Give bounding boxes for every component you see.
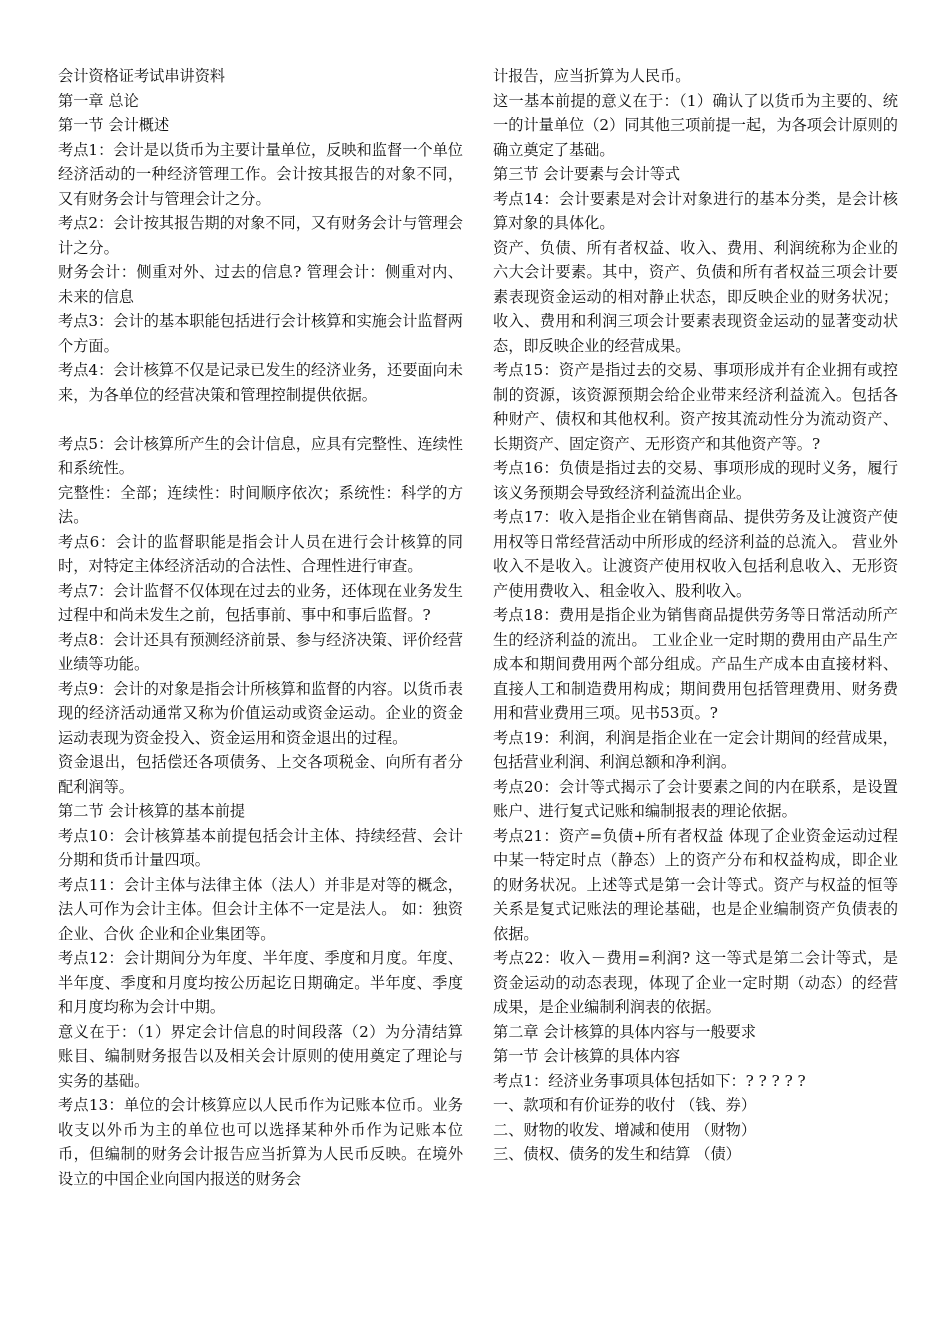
- paragraph: 考点8：会计还具有预测经济前景、参与经济决策、评价经营业绩等功能。: [58, 630, 463, 673]
- paragraph: 意义在于：（1）界定会计信息的时间段落（2）为分清结算账目、编制财务报告以及相关会计原则的使用奠定了理论与实务的基础。: [58, 1022, 463, 1090]
- paragraph: 考点12：会计期间分为年度、半年度、季度和月度。年度、半年度、季度和月度均按公历起讫日期确定。半年度、季度和月度均称为会计中期。: [58, 949, 463, 1016]
- paragraph: 资金退出，包括偿还各项债务、上交各项税金、向所有者分配利润等。: [58, 753, 463, 796]
- list-item: 一、款项和有价证券的收付 （钱、券）: [493, 1096, 757, 1114]
- doc-title: 会计资格证考试串讲资料: [58, 67, 226, 85]
- list-item: 二、财物的收发、增减和使用 （财物）: [493, 1120, 757, 1139]
- paragraph: 这一基本前提的意义在于：（1）确认了以货币为主要的、统一的计量单位（2）同其他三项前提一起，为各项会计原则的确立奠定了基础。: [493, 91, 898, 159]
- right-column: [493, 64, 898, 1167]
- section-heading: 第二节 会计核算的基本前提: [58, 802, 246, 820]
- paragraph: 资产、负债、所有者权益、收入、费用、利润统称为企业的六大会计要素。其中，资产、负债和所有者权益三项会计要素表现资金运动的相对静止状态，即反映企业的财务状况；收入、费用和利润三项会计要素表现资金运动的显著变动状态，即反映企业的经营成果。: [493, 238, 898, 355]
- paragraph: 财务会计：侧重对外、过去的信息? 管理会计：侧重对内、未来的信息: [58, 263, 463, 306]
- paragraph: 考点3：会计的基本职能包括进行会计核算和实施会计监督两个方面。: [58, 312, 463, 355]
- section-heading: 第三节 会计要素与会计等式: [493, 165, 681, 183]
- paragraph: 考点6：会计的监督职能是指会计人员在进行会计核算的同时，对特定主体经济活动的合法性、合理性进行审查。: [58, 532, 463, 575]
- paragraph: 考点13：单位的会计核算应以人民币作为记账本位币。业务收支以外币为主的单位也可以选择某种外币作为记账本位币，但编制的财务会计报告应当折算为人民币反映。在境外设立的中国企业向国内报送的财务会: [58, 1096, 463, 1188]
- paragraph: 考点18：费用是指企业为销售商品提供劳务等日常活动所产生的经济利益的流出。 工业企业一定时期的费用由产品生产成本和期间费用两个部分组成。产品生产成本由直接材料、直接人工和制造费用构成；期间费用包括管理费用、财务费用和营业费用三项。见书53页。?: [493, 606, 898, 722]
- paragraph: 考点14：会计要素是对会计对象进行的基本分类，是会计核算对象的具体化。: [493, 189, 898, 232]
- paragraph: 考点11：会计主体与法律主体（法人）并非是对等的概念，法人可作为会计主体。但会计主体不一定是法人。 如：独资企业、合伙 企业和企业集团等。: [58, 875, 463, 943]
- paragraph: 考点16：负债是指过去的交易、事项形成的现时义务，履行该义务预期会导致经济利益流出企业。: [493, 459, 898, 502]
- blank-line: [58, 407, 463, 432]
- paragraph: 考点21：资产=负债+所有者权益 体现了企业资金运动过程中某一特定时点（静态）上的资产分布和权益构成，即企业的财务状况。上述等式是第一会计等式。资产与权益的恒等关系是复式记账法的理论基础，也是企业编制资产负债表的依据。: [493, 826, 898, 943]
- paragraph: 考点2：会计按其报告期的对象不同，又有财务会计与管理会计之分。: [58, 214, 463, 257]
- left-column: [58, 64, 463, 1191]
- list-item: 三、债权、债务的发生和结算 （债）: [493, 1145, 741, 1163]
- section-heading: 第一节 会计概述: [58, 116, 170, 134]
- section-heading: 第一节 会计核算的具体内容: [493, 1047, 681, 1065]
- paragraph: 考点15：资产是指过去的交易、事项形成并有企业拥有或控制的资源，该资源预期会给企业带来经济利益流入。包括各种财产、债权和其他权利。资产按其流动性分为流动资产、长期资产、固定资产、无形资产和其他资产等。?: [493, 361, 898, 453]
- paragraph: 计报告，应当折算为人民币。: [493, 67, 691, 85]
- paragraph: 考点4：会计核算不仅是记录已发生的经济业务，还要面向未来，为各单位的经营决策和管理控制提供依据。: [58, 361, 463, 404]
- paragraph: 考点17：收入是指企业在销售商品、提供劳务及让渡资产使用权等日常经营活动中所形成的经济利益的总流入。 营业外收入不是收入。让渡资产使用权收入包括利息收入、无形资产使用费收入、租金收入、股利收入。: [493, 508, 898, 600]
- paragraph: 考点10：会计核算基本前提包括会计主体、持续经营、会计分期和货币计量四项。: [58, 826, 463, 869]
- paragraph: 考点19：利润，利润是指企业在一定会计期间的经营成果，包括营业利润、利润总额和净利润。: [493, 728, 898, 771]
- paragraph: 考点22：收入－费用=利润? 这一等式是第二会计等式，是资金运动的动态表现，体现了企业一定时期（动态）的经营成果，是企业编制利润表的依据。: [493, 949, 898, 1016]
- paragraph: 考点1：会计是以货币为主要计量单位，反映和监督一个单位经济活动的一种经济管理工作。会计按其报告的对象不同，又有财务会计与管理会计之分。: [58, 140, 463, 208]
- paragraph: 完整性：全部；连续性：时间顺序依次；系统性：科学的方法。: [58, 483, 463, 526]
- paragraph: 考点1：经济业务事项具体包括如下：? ? ? ? ?: [493, 1071, 806, 1090]
- paragraph: 考点20：会计等式揭示了会计要素之间的内在联系，是设置账户、进行复式记账和编制报表的理论依据。: [493, 777, 898, 820]
- paragraph: 考点9：会计的对象是指会计所核算和监督的内容。以货币表现的经济活动通常又称为价值运动或资金运动。企业的资金运动表现为资金投入、资金运用和资金退出的过程。: [58, 679, 463, 747]
- paragraph: 考点7：会计监督不仅体现在过去的业务，还体现在业务发生过程中和尚未发生之前，包括事前、事中和事后监督。?: [58, 581, 463, 624]
- chapter-heading: 第二章 会计核算的具体内容与一般要求: [493, 1022, 757, 1041]
- paragraph: 考点5：会计核算所产生的会计信息，应具有完整性、连续性和系统性。: [58, 434, 463, 477]
- chapter-heading: 第一章 总论: [58, 91, 139, 110]
